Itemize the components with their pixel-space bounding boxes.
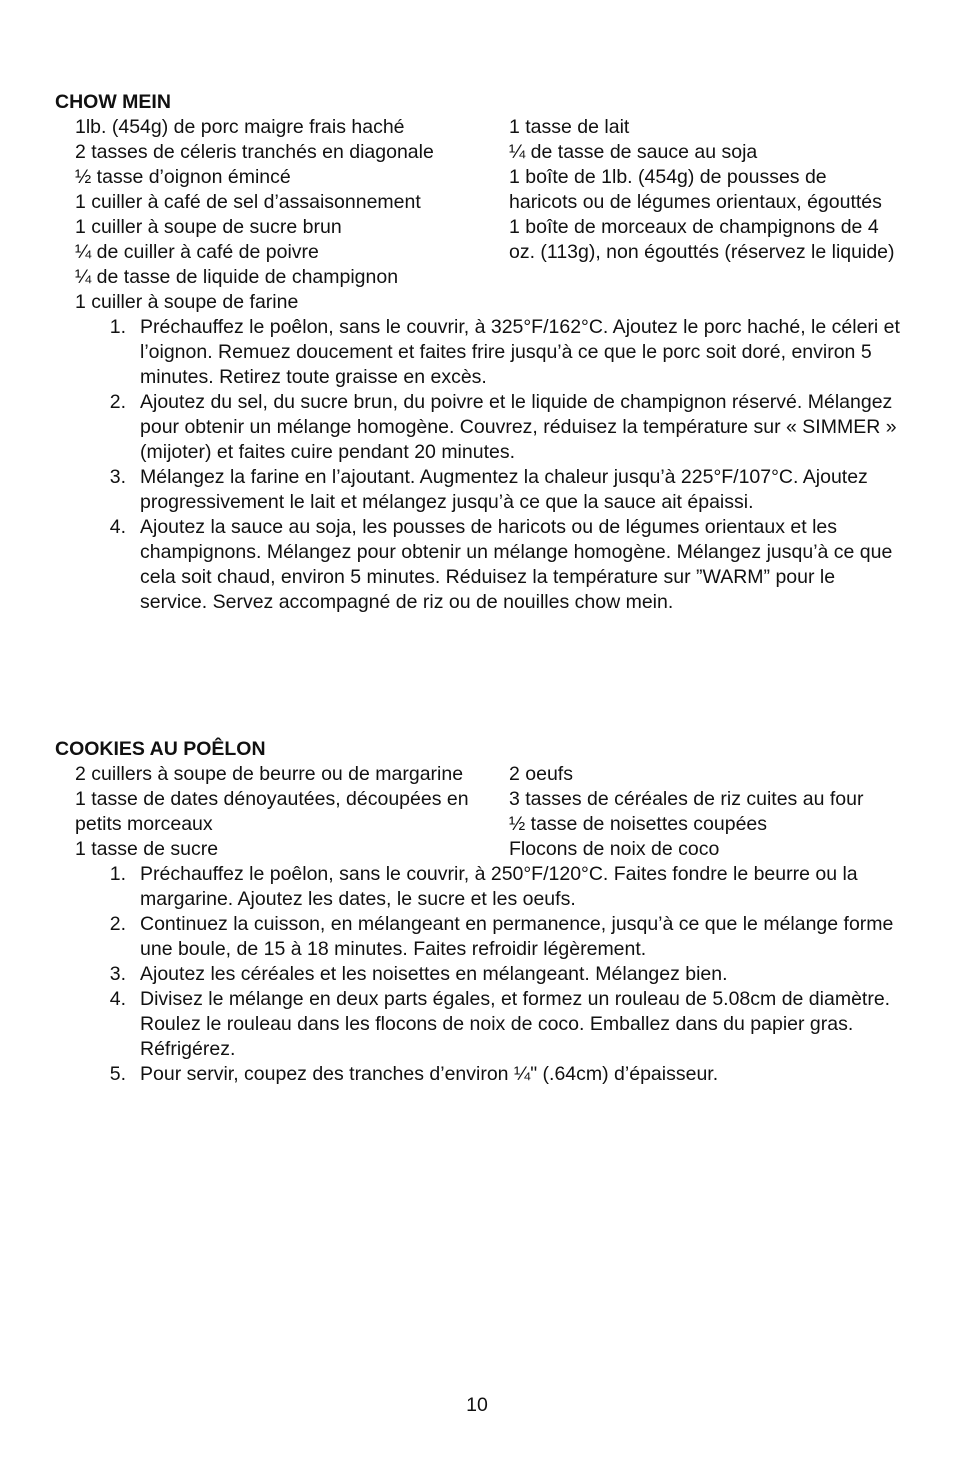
step xyxy=(55,515,905,615)
recipe-chow-mein xyxy=(55,90,905,615)
step-text: Ajoutez du sel, du sucre brun, du poivre et le liquide de champignon réservé. Mélangez pour obtenir un mélange homogène. Couvrez, réduisez la température sur « SIMMER » (mijoter) et faites cuire pendant 20 minutes. xyxy=(140,391,897,463)
ingredient: ¼ de tasse de sauce au soja xyxy=(509,141,758,163)
step-number: 4. xyxy=(109,988,126,1010)
ingredient: 2 tasses de céleris tranchés en diagonale xyxy=(75,141,434,163)
ingredient: 1 tasse de dates dénoyautées, découpées en petits morceaux xyxy=(75,788,469,835)
ingredients-left-column xyxy=(75,762,509,862)
ingredients-left-column xyxy=(75,115,509,315)
steps-list xyxy=(55,315,905,615)
step-number: 3. xyxy=(109,466,126,488)
ingredient: ¼ de cuiller à café de poivre xyxy=(75,241,319,263)
step-text: Ajoutez la sauce au soja, les pousses de haricots ou de légumes orientaux et les champignons. Mélangez pour obtenir un mélange homogène. Mélangez jusqu’à ce que cela soit chaud, environ 5 minutes. Réduisez la température sur ”WARM” pour le service. Servez accompagné de riz ou de nouilles chow mein. xyxy=(140,516,893,613)
ingredient: 1 boîte de 1lb. (454g) de pousses de haricots ou de légumes orientaux, égouttés xyxy=(509,166,882,213)
ingredient: 2 oeufs xyxy=(509,763,573,785)
recipe-title: CHOW MEIN xyxy=(55,91,171,113)
step-number: 1. xyxy=(109,316,126,338)
ingredient: ½ tasse d’oignon émincé xyxy=(75,166,291,188)
ingredients-right-column xyxy=(509,762,899,862)
ingredient: ½ tasse de noisettes coupées xyxy=(509,813,768,835)
recipe-title: COOKIES AU POÊLON xyxy=(55,738,266,760)
ingredient: 1 tasse de lait xyxy=(509,116,630,138)
step-number: 2. xyxy=(109,391,126,413)
step xyxy=(55,1062,905,1087)
step xyxy=(55,315,905,390)
ingredient: 3 tasses de céréales de riz cuites au four xyxy=(509,788,864,810)
ingredient: 1 tasse de sucre xyxy=(75,838,219,860)
ingredient: 1 cuiller à café de sel d’assaisonnement xyxy=(75,191,421,213)
ingredient: 1 boîte de morceaux de champignons de 4 oz. (113g), non égouttés (réservez le liquide) xyxy=(509,216,895,263)
ingredients-list xyxy=(75,762,905,862)
step-number: 2. xyxy=(109,913,126,935)
step-text: Ajoutez les céréales et les noisettes en mélangeant. Mélangez bien. xyxy=(140,963,728,985)
ingredients-right-column xyxy=(509,115,899,315)
recipe-cookies-au-poelon xyxy=(55,737,905,1087)
step-number: 1. xyxy=(109,863,126,885)
ingredient: Flocons de noix de coco xyxy=(509,838,720,860)
page-number: 10 xyxy=(466,1394,488,1416)
steps-list xyxy=(55,862,905,1087)
ingredient: 1 cuiller à soupe de sucre brun xyxy=(75,216,342,238)
step xyxy=(55,962,905,987)
ingredients-list xyxy=(75,115,905,315)
step-text: Préchauffez le poêlon, sans le couvrir, à 250°F/120°C. Faites fondre le beurre ou la margarine. Ajoutez les dates, le sucre et les oeufs. xyxy=(140,863,858,910)
step xyxy=(55,862,905,912)
step-number: 4. xyxy=(109,516,126,538)
step-text: Divisez le mélange en deux parts égales, et formez un rouleau de 5.08cm de diamètre. Roulez le rouleau dans les flocons de noix de coco. Emballez dans du papier gras. Réfrigérez. xyxy=(140,988,891,1060)
step-text: Continuez la cuisson, en mélangeant en permanence, jusqu’à ce que le mélange forme une boule, de 15 à 18 minutes. Faites refroidir légèrement. xyxy=(140,913,894,960)
ingredient: 1 cuiller à soupe de farine xyxy=(75,291,299,313)
step xyxy=(55,465,905,515)
step xyxy=(55,390,905,465)
ingredient: 1lb. (454g) de porc maigre frais haché xyxy=(75,116,405,138)
ingredient: ¼ de tasse de liquide de champignon xyxy=(75,266,399,288)
step xyxy=(55,987,905,1062)
step-text: Préchauffez le poêlon, sans le couvrir, à 325°F/162°C. Ajoutez le porc haché, le céleri et l’oignon. Remuez doucement et faites frire jusqu’à ce que le porc soit doré, environ 5 minutes. Retirez toute graisse en excès. xyxy=(140,316,900,388)
step-number: 5. xyxy=(109,1063,126,1085)
step-number: 3. xyxy=(109,963,126,985)
ingredient: 2 cuillers à soupe de beurre ou de margarine xyxy=(75,763,464,785)
step-text: Mélangez la farine en l’ajoutant. Augmentez la chaleur jusqu’à 225°F/107°C. Ajoutez progressivement le lait et mélangez jusqu’à ce que la sauce ait épaissi. xyxy=(140,466,868,513)
step-text: Pour servir, coupez des tranches d’environ ¼" (.64cm) d’épaisseur. xyxy=(140,1063,719,1085)
step xyxy=(55,912,905,962)
